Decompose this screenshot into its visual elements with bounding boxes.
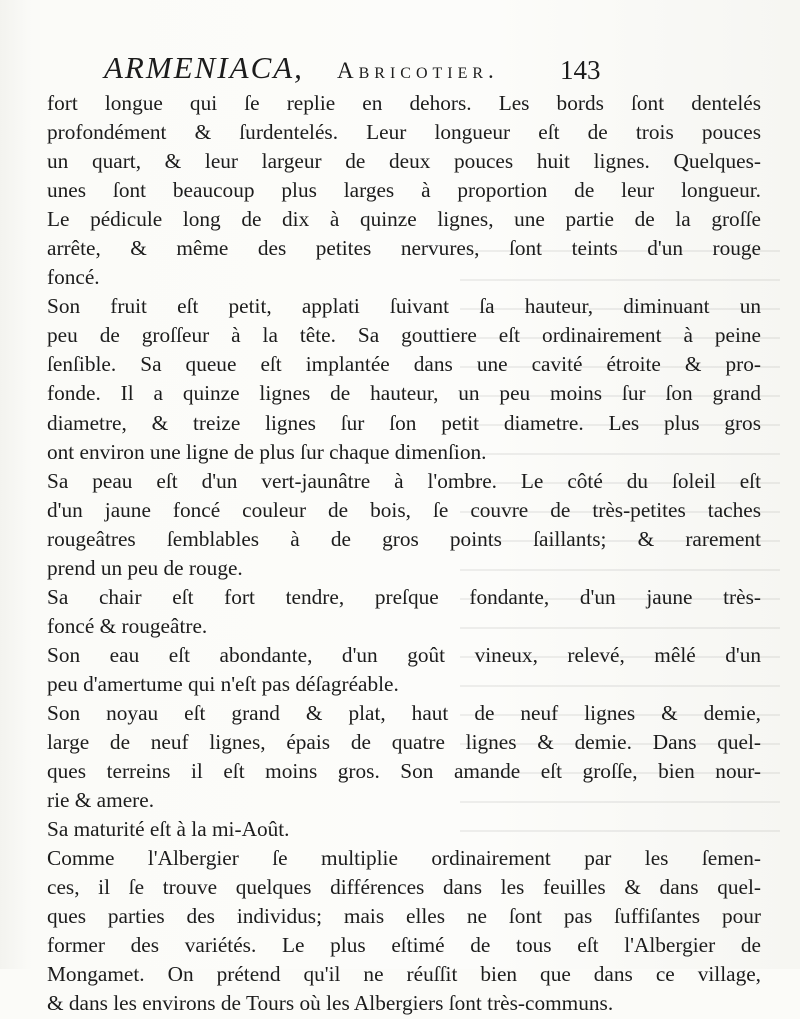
page-number: 143 xyxy=(560,55,601,85)
text-line: fort longue qui ſe replie en dehors. Les bords ſont dentelés xyxy=(47,91,761,115)
text-line: rie & amere. xyxy=(47,788,155,813)
text-line: Sa peau eſt d'un vert-jaunâtre à l'ombre. Le côté du ſoleil eſt xyxy=(47,468,761,493)
paragraph xyxy=(47,815,761,844)
text-line: Comme l'Albergier ſe multiplie ordinairement par les ſemen- xyxy=(47,846,761,871)
text-line: peu d'amertume qui n'eſt pas déſagréable. xyxy=(47,671,399,696)
paragraph xyxy=(47,699,761,815)
text-line: ces, il ſe trouve quelques différences dans les feuilles & dans quel- xyxy=(47,875,761,900)
text-line: unes ſont beaucoup plus larges à proportion de leur longueur. xyxy=(47,178,761,203)
text-line: peu de groſſeur à la tête. Sa gouttiere eſt ordinairement à peine xyxy=(47,323,761,348)
body-text xyxy=(47,89,761,1019)
text-line: prend un peu de rouge. xyxy=(47,555,243,580)
text-line: Son noyau eſt grand & plat, haut de neuf lignes & demie, xyxy=(47,700,761,725)
text-line: Sa maturité eſt à la mi-Août. xyxy=(47,817,290,842)
text-line: former des variétés. Le plus eſtimé de tous eſt l'Albergier de xyxy=(47,933,761,958)
text-line: Son eau eſt abondante, d'un goût vineux, relevé, mêlé d'un xyxy=(47,642,761,667)
text-line: diametre, & treize lignes ſur ſon petit diametre. Les plus gros xyxy=(47,410,761,435)
text-line: ont environ une ligne de plus ſur chaque dimenſion. xyxy=(47,439,487,464)
paragraph xyxy=(47,292,761,466)
running-title-latin: ARMENIACA, xyxy=(104,50,304,85)
text-line: Le pédicule long de dix à quinze lignes, une partie de la groſſe xyxy=(47,207,761,232)
text-line: ques terreins il eſt moins gros. Son amande eſt groſſe, bien nour- xyxy=(47,759,761,784)
paragraph xyxy=(47,844,761,1018)
running-title-french: Abricotier. xyxy=(337,58,499,83)
text-line: profondément & ſurdentelés. Leur longueur eſt de trois pouces xyxy=(47,120,761,145)
text-line: large de neuf lignes, épais de quatre lignes & demie. Dans quel- xyxy=(47,730,761,755)
text-line: foncé. xyxy=(47,265,100,290)
paragraph xyxy=(47,89,761,292)
text-line: arrête, & même des petites nervures, ſont teints d'un rouge xyxy=(47,236,761,261)
paragraph xyxy=(47,641,761,699)
text-line: ſenſible. Sa queue eſt implantée dans une cavité étroite & pro- xyxy=(47,352,761,377)
paragraph xyxy=(47,583,761,641)
running-header xyxy=(0,50,800,90)
text-line: Sa chair eſt fort tendre, preſque fondante, d'un jaune très- xyxy=(47,584,761,609)
text-line: ques parties des individus; mais elles ne ſont pas ſuffiſantes pour xyxy=(47,904,761,929)
text-line: fonde. Il a quinze lignes de hauteur, un peu moins ſur ſon grand xyxy=(47,381,761,406)
text-line: Mongamet. On prétend qu'il ne réuſſit bien que dans ce village, xyxy=(47,962,761,987)
text-line: & dans les environs de Tours où les Albergiers ſont très-communs. xyxy=(47,991,614,1016)
text-line: foncé & rougeâtre. xyxy=(47,613,208,638)
text-line: Son fruit eſt petit, applati ſuivant ſa hauteur, diminuant un xyxy=(47,294,761,319)
text-line: d'un jaune foncé couleur de bois, ſe couvre de très-petites taches xyxy=(47,497,761,522)
text-line: un quart, & leur largeur de deux pouces huit lignes. Quelques- xyxy=(47,149,761,174)
text-line: rougeâtres ſemblables à de gros points ſaillants; & rarement xyxy=(47,526,761,551)
paragraph xyxy=(47,467,761,583)
